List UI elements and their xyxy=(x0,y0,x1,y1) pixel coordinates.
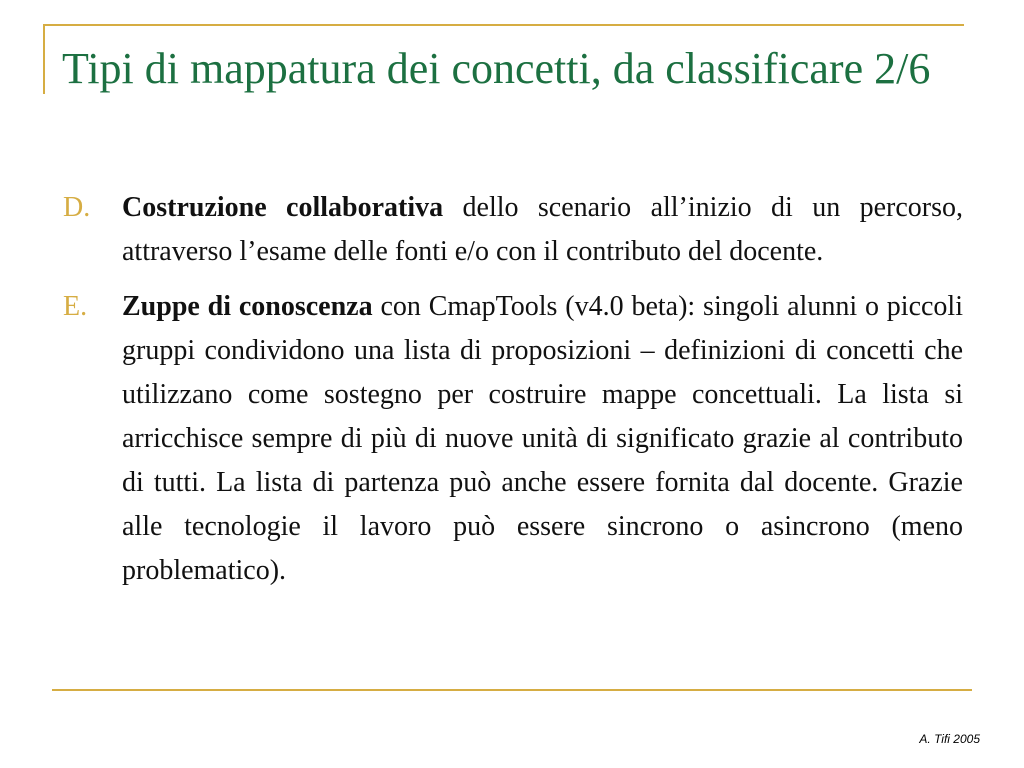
list-item-d xyxy=(63,186,963,274)
list-marker: D. xyxy=(63,192,91,223)
frame-bottom-rule xyxy=(52,689,972,691)
frame-top-rule xyxy=(43,24,964,26)
frame-left-rule xyxy=(43,24,45,94)
slide-title: Tipi di mappatura dei concetti, da classificare 2/6 xyxy=(62,44,931,93)
list-item-e xyxy=(63,285,963,593)
bold-term: Zuppe di conoscenza xyxy=(122,291,373,322)
item-body: dello scenario all’inizio di un percorso, attraverso l’esame delle fonti e/o con il contributo del docente. xyxy=(122,192,963,267)
bullet-list xyxy=(63,186,963,593)
bold-term: Costruzione collaborativa xyxy=(122,192,444,223)
footer-credit: A. Tifi 2005 xyxy=(919,732,980,746)
list-marker: E. xyxy=(63,291,88,322)
item-body: con CmapTools (v4.0 beta): singoli alunni o piccoli gruppi condividono una lista di proposizioni – definizioni di concetti che utilizzano come sostegno per costruire mappe concettuali. La lista si arricchisce sempre di più di nuove unità di significato grazie al contributo di tutti. La lista di partenza può anche essere fornita dal docente. Grazie alle tecnologie il lavoro può essere sincrono o asincrono (meno problematico). xyxy=(122,291,963,586)
list-item-text xyxy=(122,186,963,274)
list-item-text xyxy=(122,285,963,593)
